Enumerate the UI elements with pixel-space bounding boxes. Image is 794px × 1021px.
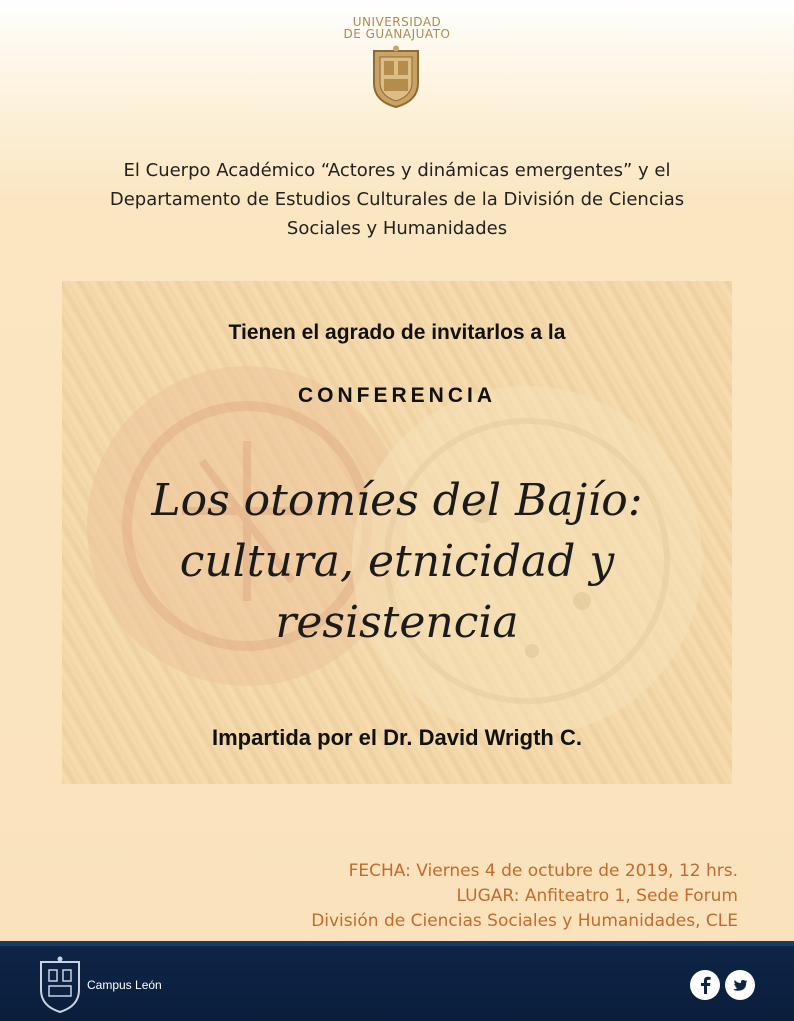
speaker-text: Impartida por el Dr. David Wrigth C.: [212, 725, 582, 750]
university-name: [0, 16, 794, 40]
organizers-line-1: El Cuerpo Académico “Actores y dinámicas emergentes” y el: [123, 160, 671, 181]
facebook-icon[interactable]: [690, 970, 720, 1000]
organizers-text: [60, 156, 734, 243]
organizers-line-2: Departamento de Estudios Culturales de la División de Ciencias: [109, 189, 685, 210]
invitation-text: Tienen el agrado de invitarlos a la: [228, 321, 566, 344]
facebook-glyph-icon: [698, 976, 712, 994]
conference-title-line-1: Los otomíes del Bajío:: [151, 475, 643, 526]
event-place: LUGAR: Anfiteatro 1, Sede Forum: [456, 886, 738, 906]
campus-label: Campus León: [87, 978, 162, 992]
twitter-glyph-icon: [731, 978, 749, 993]
university-name-text: UNIVERSIDAD DE GUANAJUATO: [343, 15, 451, 41]
footer: [0, 946, 794, 1021]
conference-title-line-2: cultura, etnicidad y: [179, 536, 615, 587]
event-division: División de Ciencias Sociales y Humanidades, CLE: [311, 911, 738, 931]
university-crest-icon: [370, 45, 422, 109]
twitter-icon[interactable]: [725, 970, 755, 1000]
conference-title: [80, 470, 714, 653]
conference-title-line-3: resistencia: [275, 597, 519, 648]
event-date: FECHA: Viernes 4 de octubre de 2019, 12 hrs.: [348, 861, 738, 881]
organizers-line-3: Sociales y Humanidades: [286, 218, 508, 239]
event-details: [311, 859, 738, 934]
event-type-heading: CONFERENCIA: [297, 384, 496, 407]
campus-crest-icon: [38, 956, 82, 1014]
